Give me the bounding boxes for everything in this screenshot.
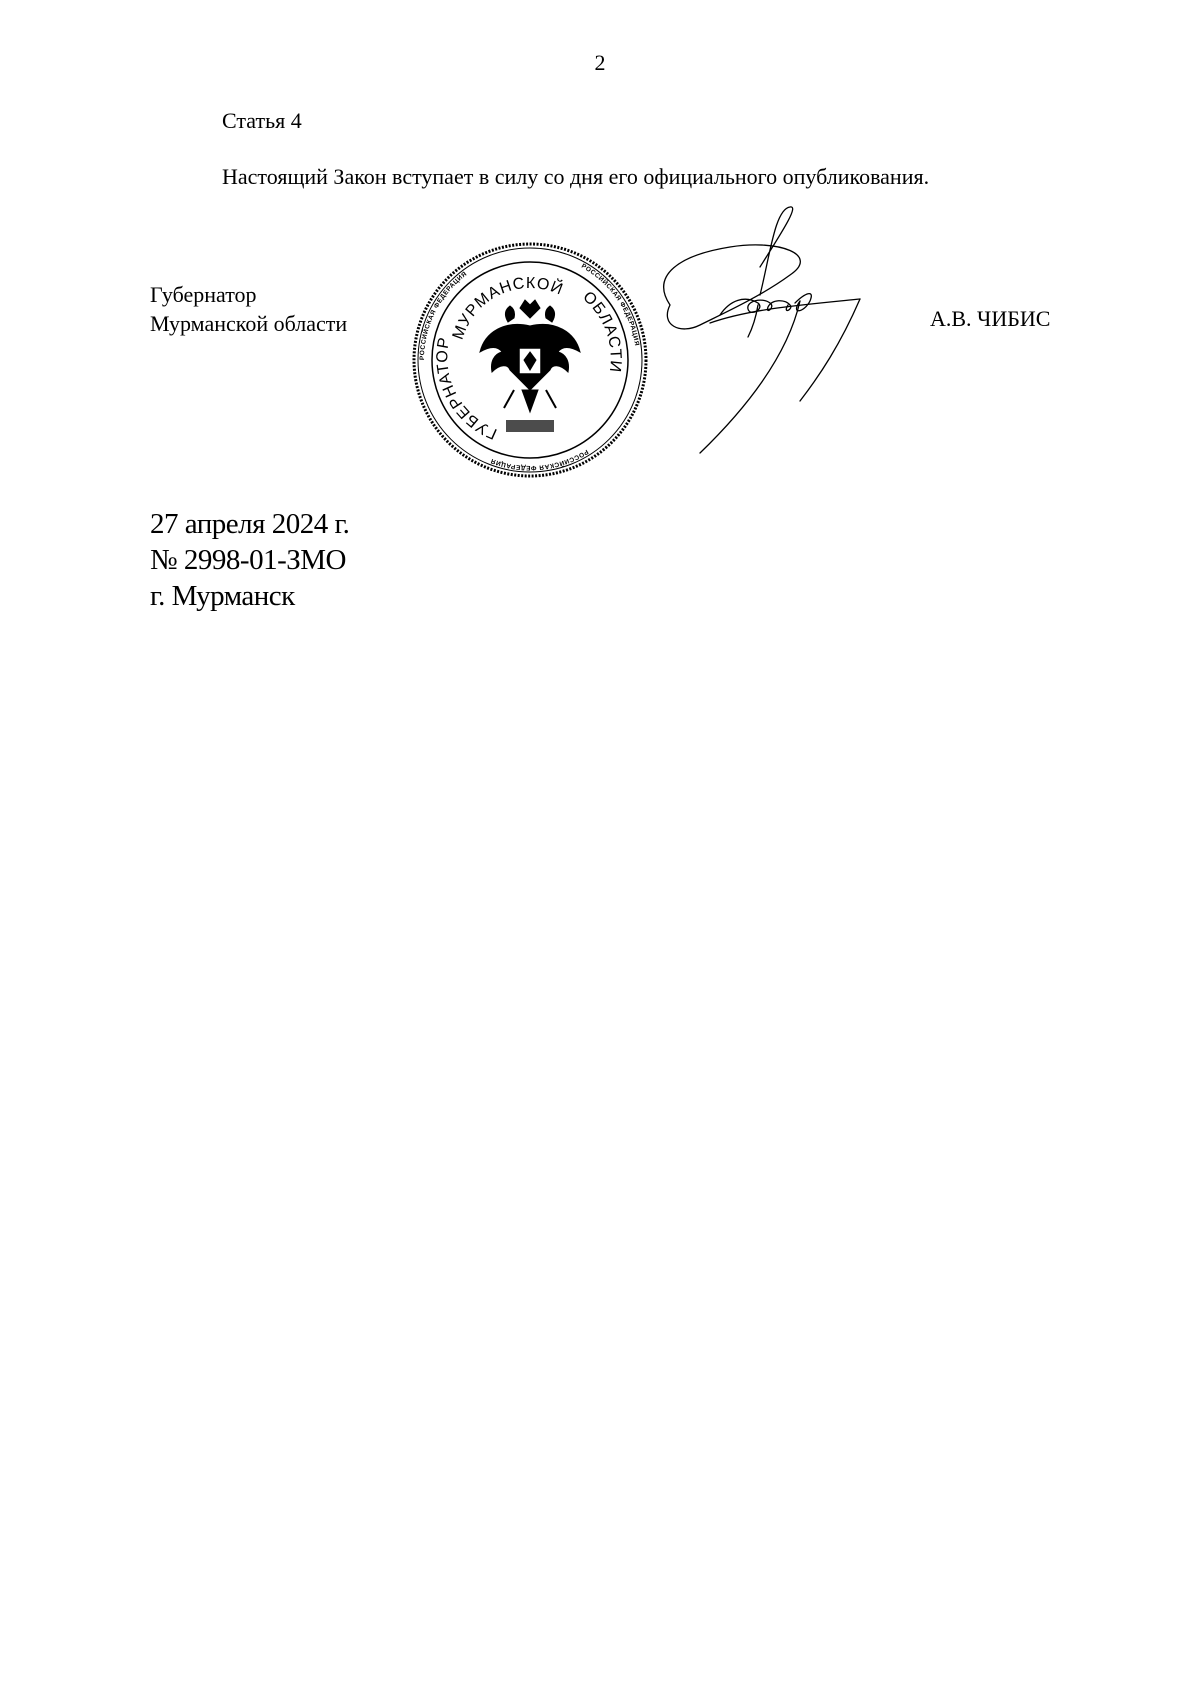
handwritten-signature-icon [640, 205, 940, 495]
stamp-text-top: МУРМАНСКОЙ [449, 274, 566, 342]
article-text: Настоящий Закон вступает в силу со дня его официального опубликования. [222, 164, 930, 189]
stamp-text-right: ОБЛАСТИ [579, 288, 624, 374]
signer-position-line-1: Губернатор [150, 282, 257, 307]
coat-of-arms-icon [480, 300, 580, 412]
official-seal-icon [410, 240, 650, 480]
law-city: г. Мурманск [150, 580, 295, 612]
stamp-ring-text-3: РОССИЙСКАЯ ФЕДЕРАЦИЯ [489, 447, 590, 472]
stamp-text-left: ГУБЕРНАТОР [434, 335, 500, 443]
signer-position [150, 280, 347, 338]
svg-text:ГУБЕРНАТОР [434, 336, 499, 443]
signer-name: А.В. ЧИБИС [930, 306, 1051, 331]
law-details [150, 506, 349, 614]
law-number: № 2998-01-ЗМО [150, 544, 346, 576]
law-date: 27 апреля 2024 г. [150, 508, 350, 540]
article-heading: Статья 4 [222, 108, 302, 133]
stamp-ring-text: РОССИЙСКАЯ ФЕДЕРАЦИЯ [418, 270, 469, 361]
signer-position-line-2: Мурманской области [150, 311, 348, 336]
page-number: 2 [594, 50, 606, 75]
stamp-ring-text-2: РОССИЙСКАЯ ФЕДЕРАЦИЯ [580, 262, 641, 347]
